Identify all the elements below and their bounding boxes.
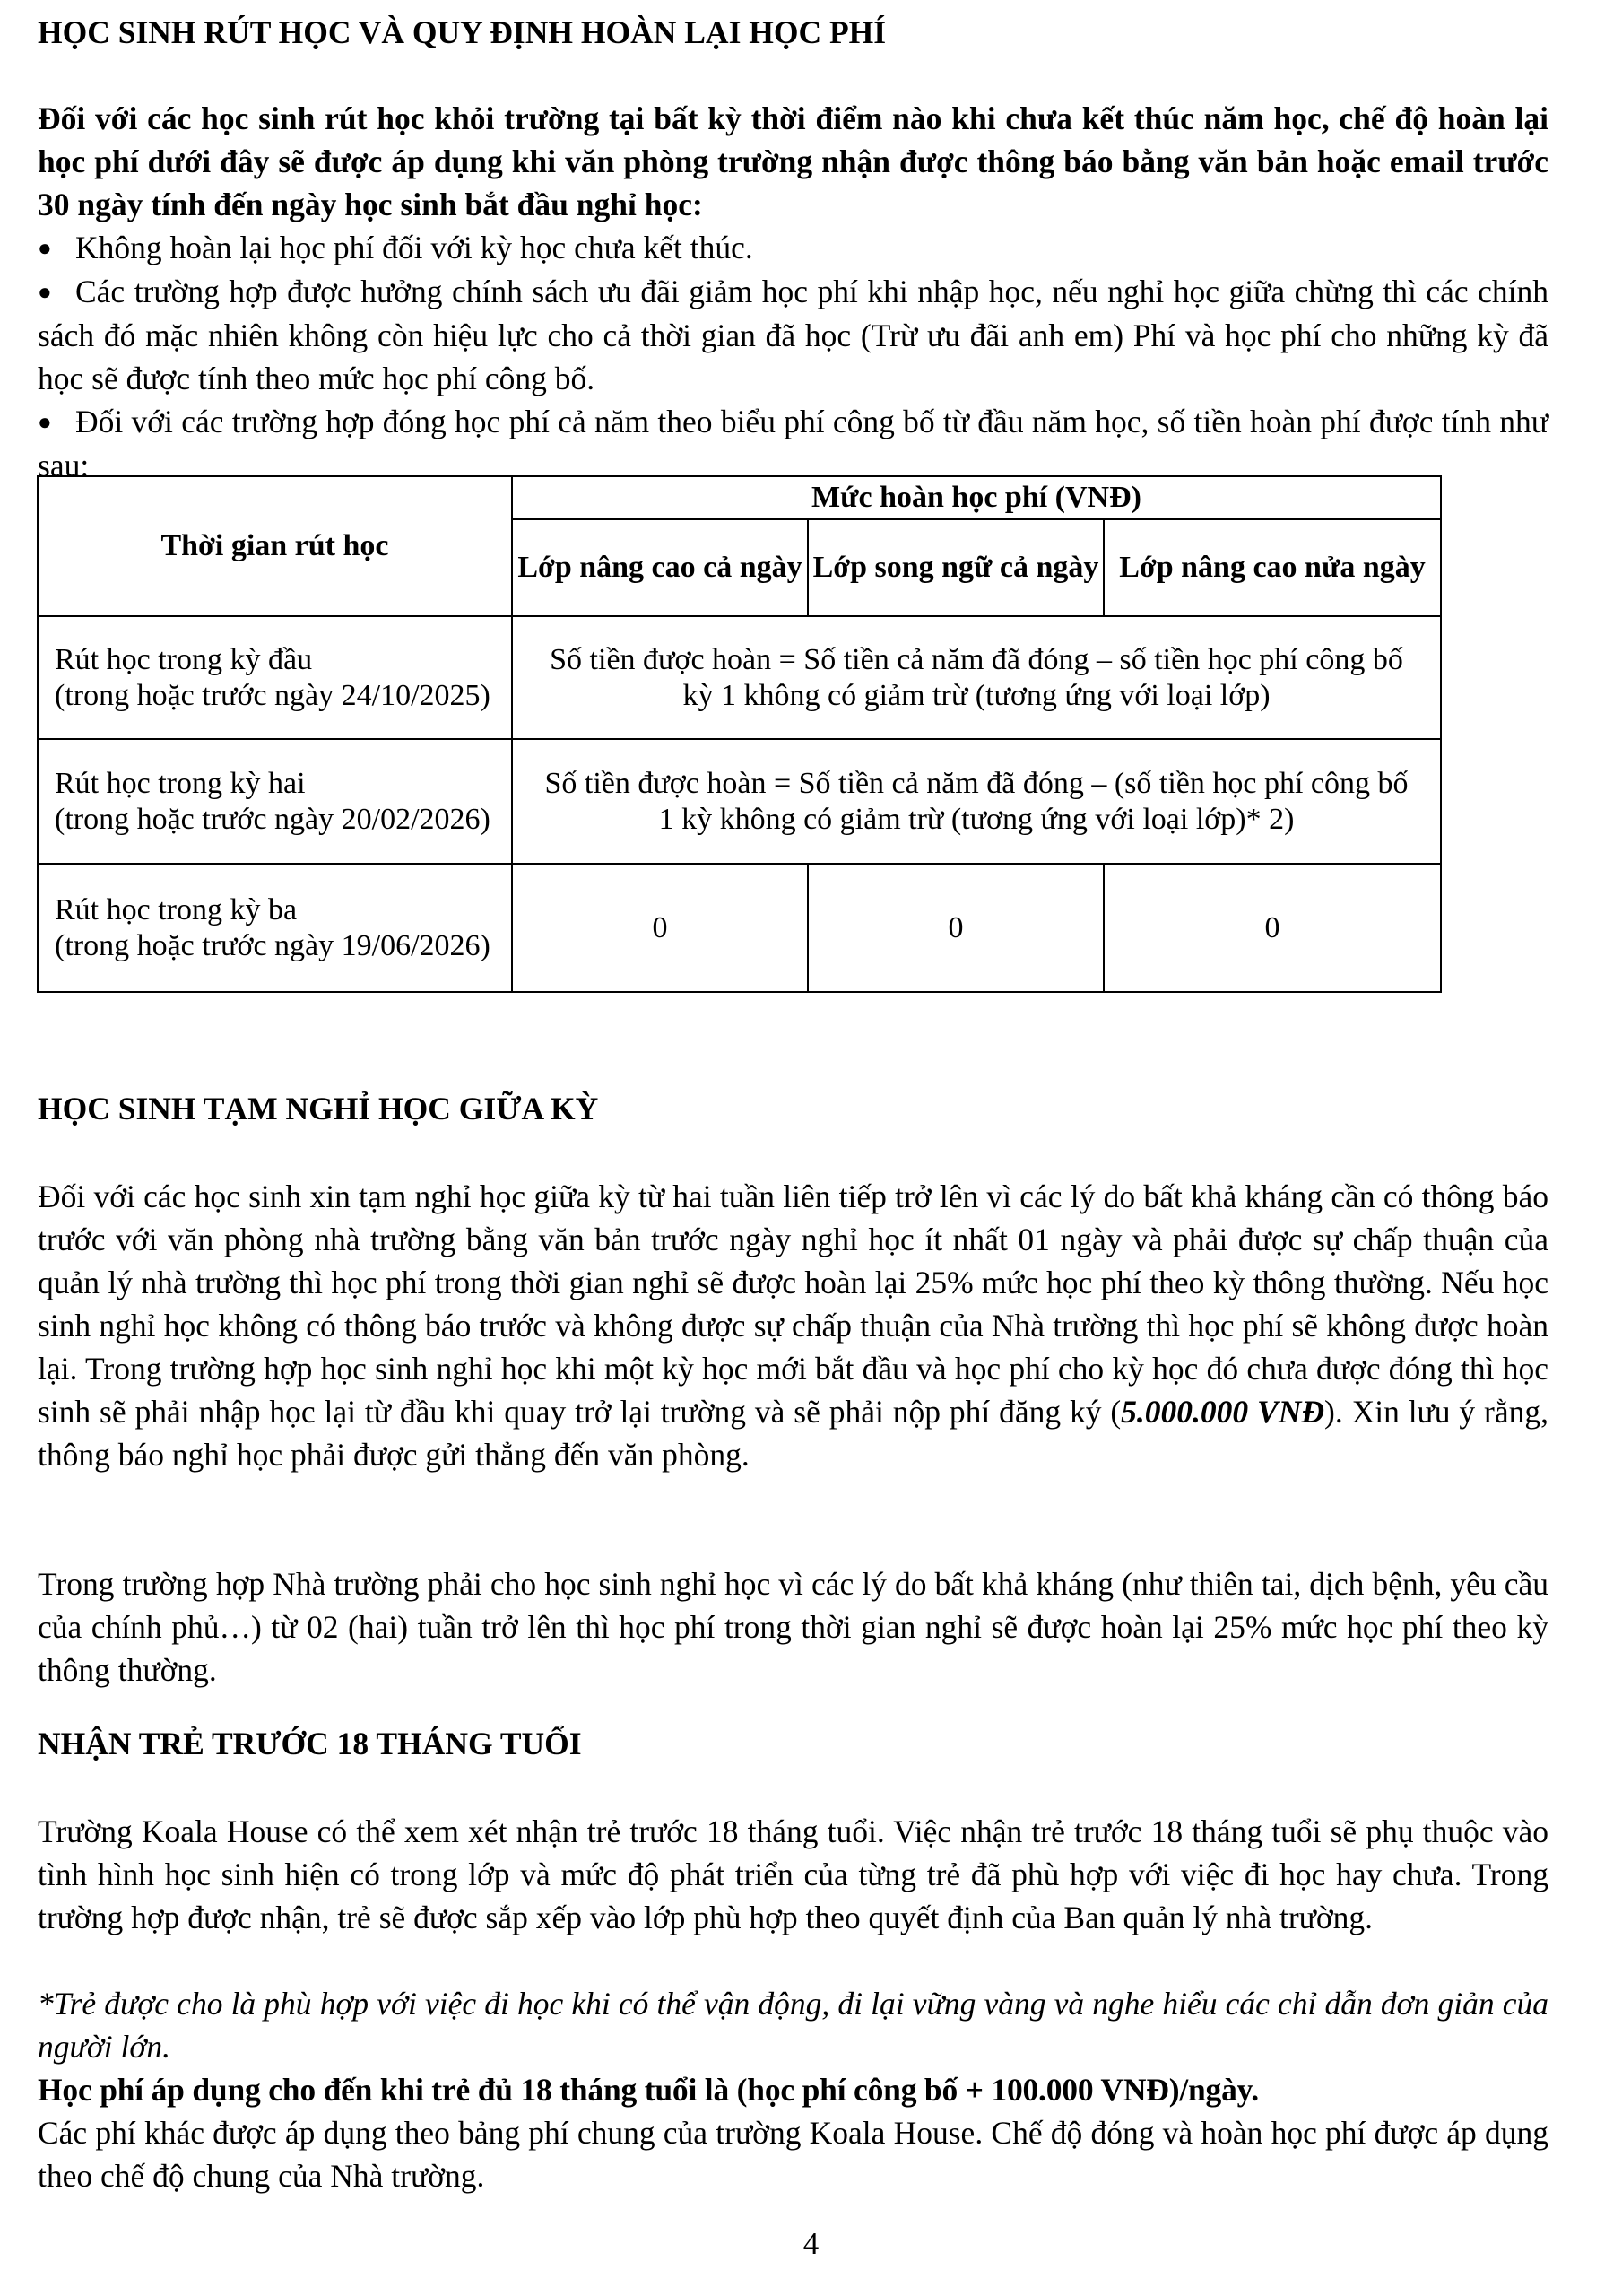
refund-value-cell: 0 [808,864,1104,992]
bullet-item: ● Các trường hợp được hưởng chính sách ưu đãi giảm học phí khi nhập học, nếu nghỉ học giữa chừng thì các chính sách đó mặc nhiên không còn hiệu lực cho cả thời gian đã học (Trừ ưu đãi anh em) Phí và học phí cho những kỳ đã học sẽ được tính theo mức học phí công bố. [38,270,1548,400]
bullet-dot-icon: ● [38,409,52,435]
bullet-item: ● Đối với các trường hợp đóng học phí cả năm theo biểu phí công bố từ đầu năm học, số tiền hoàn phí được tính như sau: [38,400,1548,487]
school-closure-paragraph: Trong trường hợp Nhà trường phải cho học sinh nghỉ học vì các lý do bất khả kháng (như thiên tai, dịch bệnh, yêu cầu của chính phủ…) từ 02 (hai) tuần trở lên thì học phí trong thời gian nghỉ sẽ được hoàn lại 25% mức học phí theo kỳ thông thường. [38,1566,1548,1688]
table-row [38,864,1441,992]
section-title-temporary-leave: HỌC SINH TẠM NGHỈ HỌC GIỮA KỲ [38,1091,599,1126]
withdrawal-intro: Đối với các học sinh rút học khỏi trường tại bất kỳ thời điểm nào khi chưa kết thúc năm học, chế độ hoàn lại học phí dưới đây sẽ được áp dụng khi văn phòng trường nhận được thông báo bằng văn bản hoặc email trước 30 ngày tính đến ngày học sinh bắt đầu nghỉ học: [38,100,1548,222]
refund-table [37,475,1442,993]
table-row [38,739,1441,864]
registration-fee: 5.000.000 VNĐ [1121,1394,1324,1430]
section-title-under-18-months: NHẬN TRẺ TRƯỚC 18 THÁNG TUỔI [38,1726,582,1761]
refund-value-cell: 0 [512,864,808,992]
under-18-months-paragraph: Trường Koala House có thể xem xét nhận trẻ trước 18 tháng tuổi. Việc nhận trẻ trước 18 tháng tuổi sẽ phụ thuộc vào tình hình học sinh hiện có trong lớp và mức độ phát triển của từng trẻ đã phù hợp với việc đi học hay chưa. Trong trường hợp được nhận, trẻ sẽ được sắp xếp vào lớp phù hợp theo quyết định của Ban quản lý nhà trường. [38,1813,1548,1935]
table-header-row [38,476,1441,519]
period-cell: Rút học trong kỳ đầu (trong hoặc trước ngày 24/10/2025) [38,616,512,739]
header-class-bilingual-full-day: Lớp song ngữ cả ngày [808,519,1104,616]
header-class-advanced-half-day: Lớp nâng cao nửa ngày [1104,519,1441,616]
period-cell: Rút học trong kỳ hai (trong hoặc trước ngày 20/02/2026) [38,739,512,864]
bullet-dot-icon: ● [38,279,52,305]
withdrawal-bullets [38,226,1548,487]
temporary-leave-paragraph: Đối với các học sinh xin tạm nghỉ học giữa kỳ từ hai tuần liên tiếp trở lên vì các lý do bất khả kháng cần có thông báo trước với văn phòng nhà trường bằng văn bản trước ngày nghỉ học ít nhất 01 ngày và phải được sự chấp thuận của quản lý nhà trường thì học phí trong thời gian nghỉ sẽ được hoàn lại 25% mức học phí theo kỳ thông thường. Nếu học sinh nghỉ học không có thông báo trước và không được sự chấp thuận của Nhà trường thì học phí sẽ không được hoàn lại. Trong trường hợp học sinh nghỉ học khi một kỳ học mới bắt đầu và học phí cho kỳ học đó chưa được đóng thì học sinh sẽ phải nhập học lại từ đầu khi quay trở lại trường và sẽ phải nộp phí đăng ký (5.000.000 VNĐ). Xin lưu ý rằng, thông báo nghỉ học phải được gửi thẳng đến văn phòng. [38,1178,1549,1473]
suitability-note: *Trẻ được cho là phù hợp với việc đi học khi có thể vận động, đi lại vững vàng và nghe hiểu các chỉ dẫn đơn giản của người lớn. [38,1986,1548,2065]
other-fees-paragraph: Các phí khác được áp dụng theo bảng phí chung của trường Koala House. Chế độ đóng và hoàn học phí được áp dụng theo chế độ chung của Nhà trường. [38,2115,1548,2194]
refund-formula-cell: Số tiền được hoàn = Số tiền cả năm đã đóng – số tiền học phí công bố kỳ 1 không có giảm trừ (tương ứng với loại lớp) [512,616,1441,739]
table-row [38,616,1441,739]
header-class-advanced-full-day: Lớp nâng cao cả ngày [512,519,808,616]
page-number: 4 [802,2226,820,2261]
period-cell: Rút học trong kỳ ba (trong hoặc trước ngày 19/06/2026) [38,864,512,992]
header-refund-group: Mức hoàn học phí (VNĐ) [512,476,1441,519]
bullet-item: ● Không hoàn lại học phí đối với kỳ học chưa kết thúc. [38,226,1548,270]
bullet-dot-icon: ● [38,235,52,261]
refund-value-cell: 0 [1104,864,1441,992]
under-18-months-fee: Học phí áp dụng cho đến khi trẻ đủ 18 tháng tuổi là (học phí công bố + 100.000 VNĐ)/ngày. [38,2072,1259,2108]
section-title-withdrawal: HỌC SINH RÚT HỌC VÀ QUY ĐỊNH HOÀN LẠI HỌC PHÍ [38,14,887,50]
header-period: Thời gian rút học [38,476,512,616]
refund-formula-cell: Số tiền được hoàn = Số tiền cả năm đã đóng – (số tiền học phí công bố 1 kỳ không có giảm trừ (tương ứng với loại lớp)* 2) [512,739,1441,864]
